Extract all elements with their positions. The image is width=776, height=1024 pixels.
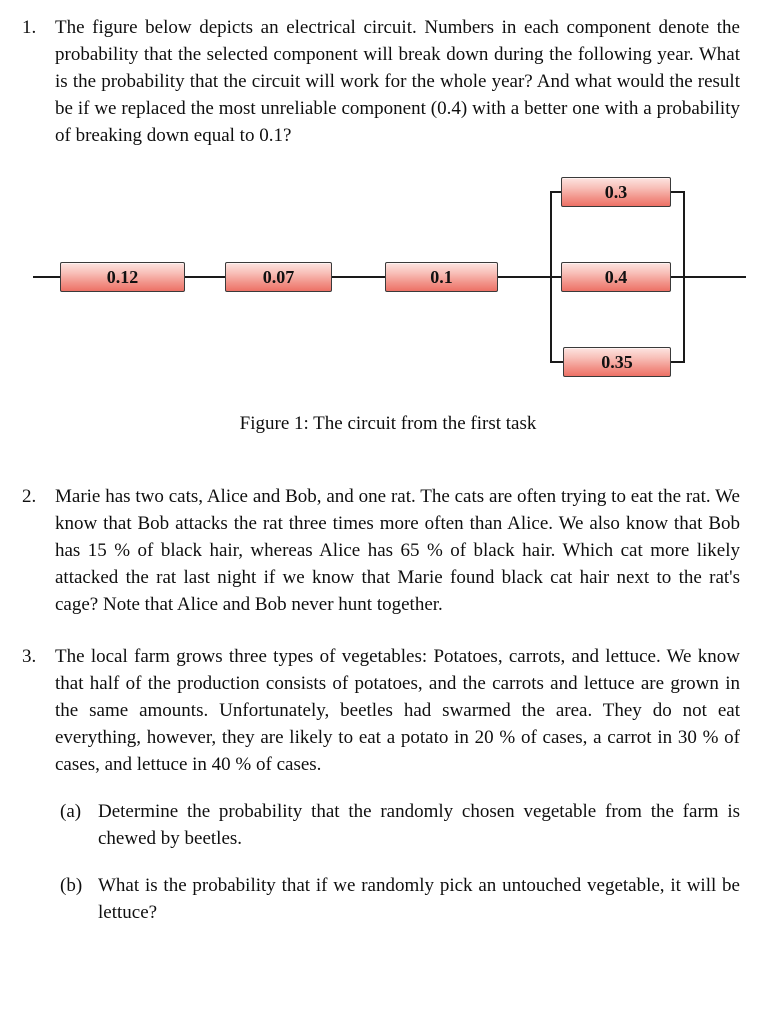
circuit-diagram: [0, 167, 776, 395]
figure-1: [0, 167, 776, 437]
series-component-2: [225, 262, 332, 292]
problem-3-text: The local farm grows three types of vegetables: Potatoes, carrots, and lettuce. We know that half of the production consists of potatoes, and the carrots and lettuce are grown in the same amounts. Unfortunately, beetles had swarmed the area. They do not eat everything, however, they are likely to eat a potato in 20 % of cases, a carrot in 30 % of cases, and lettuce in 40 % of cases.: [55, 646, 740, 775]
problem-1-number: 1.: [22, 17, 37, 38]
series-component-3: [385, 262, 498, 292]
problem-3-number: 3.: [22, 646, 37, 667]
figure-caption: Figure 1: The circuit from the first task: [239, 413, 537, 434]
subitem-a-label: (a): [60, 801, 82, 822]
parallel-component-3-label: 0.35: [601, 351, 633, 372]
subitem-b: [55, 872, 740, 926]
problem-3-subitems: [55, 798, 740, 926]
problem-1-text: The figure below depicts an electrical circuit. Numbers in each component denote the probability that the selected component will break down during the following year. What is the probability that the circuit will work for the whole year? And what would the result be if we replaced the most unreliable component (0.4) with a better one with a probability of breaking down equal to 0.1?: [55, 17, 740, 146]
parallel-component-2: [561, 262, 671, 292]
wire-left-lead: [33, 276, 62, 278]
problem-2: [22, 483, 740, 618]
parallel-component-3: [563, 347, 671, 377]
wire-mid-branch-right: [670, 276, 685, 278]
subitem-a-text: Determine the probability that the randomly chosen vegetable from the farm is chewed by beetles.: [98, 801, 740, 849]
series-component-1: [60, 262, 185, 292]
wire-series-2-3: [331, 276, 386, 278]
problem-3: [22, 643, 740, 778]
series-component-1-label: 0.12: [106, 266, 139, 287]
wire-bottom-branch-right: [669, 361, 685, 363]
wire-right-lead: [684, 276, 746, 278]
wire-bottom-branch-left: [550, 361, 564, 363]
series-component-2-label: 0.07: [262, 266, 295, 287]
wire-series-3-parallel: [497, 276, 551, 278]
parallel-component-1-label: 0.3: [604, 181, 628, 202]
series-component-3-label: 0.1: [430, 266, 453, 287]
parallel-component-1: [561, 177, 671, 207]
wire-series-1-2: [184, 276, 226, 278]
wire-top-branch-right: [670, 191, 685, 193]
subitem-a: [55, 798, 740, 852]
subitem-b-text: What is the probability that if we randomly pick an untouched vegetable, it will be lettuce?: [98, 875, 740, 923]
problem-2-text: Marie has two cats, Alice and Bob, and one rat. The cats are often trying to eat the rat. We know that Bob attacks the rat three times more often than Alice. We also know that Bob has 15 % of black hair, whereas Alice has 65 % of black hair. Which cat more likely attacked the rat last night if we know that Marie found black cat hair next to the rat's cage? Note that Alice and Bob never hunt together.: [55, 486, 740, 615]
problem-2-number: 2.: [22, 486, 37, 507]
subitem-b-label: (b): [60, 875, 83, 896]
parallel-component-2-label: 0.4: [604, 266, 628, 287]
problem-1: [22, 14, 740, 149]
